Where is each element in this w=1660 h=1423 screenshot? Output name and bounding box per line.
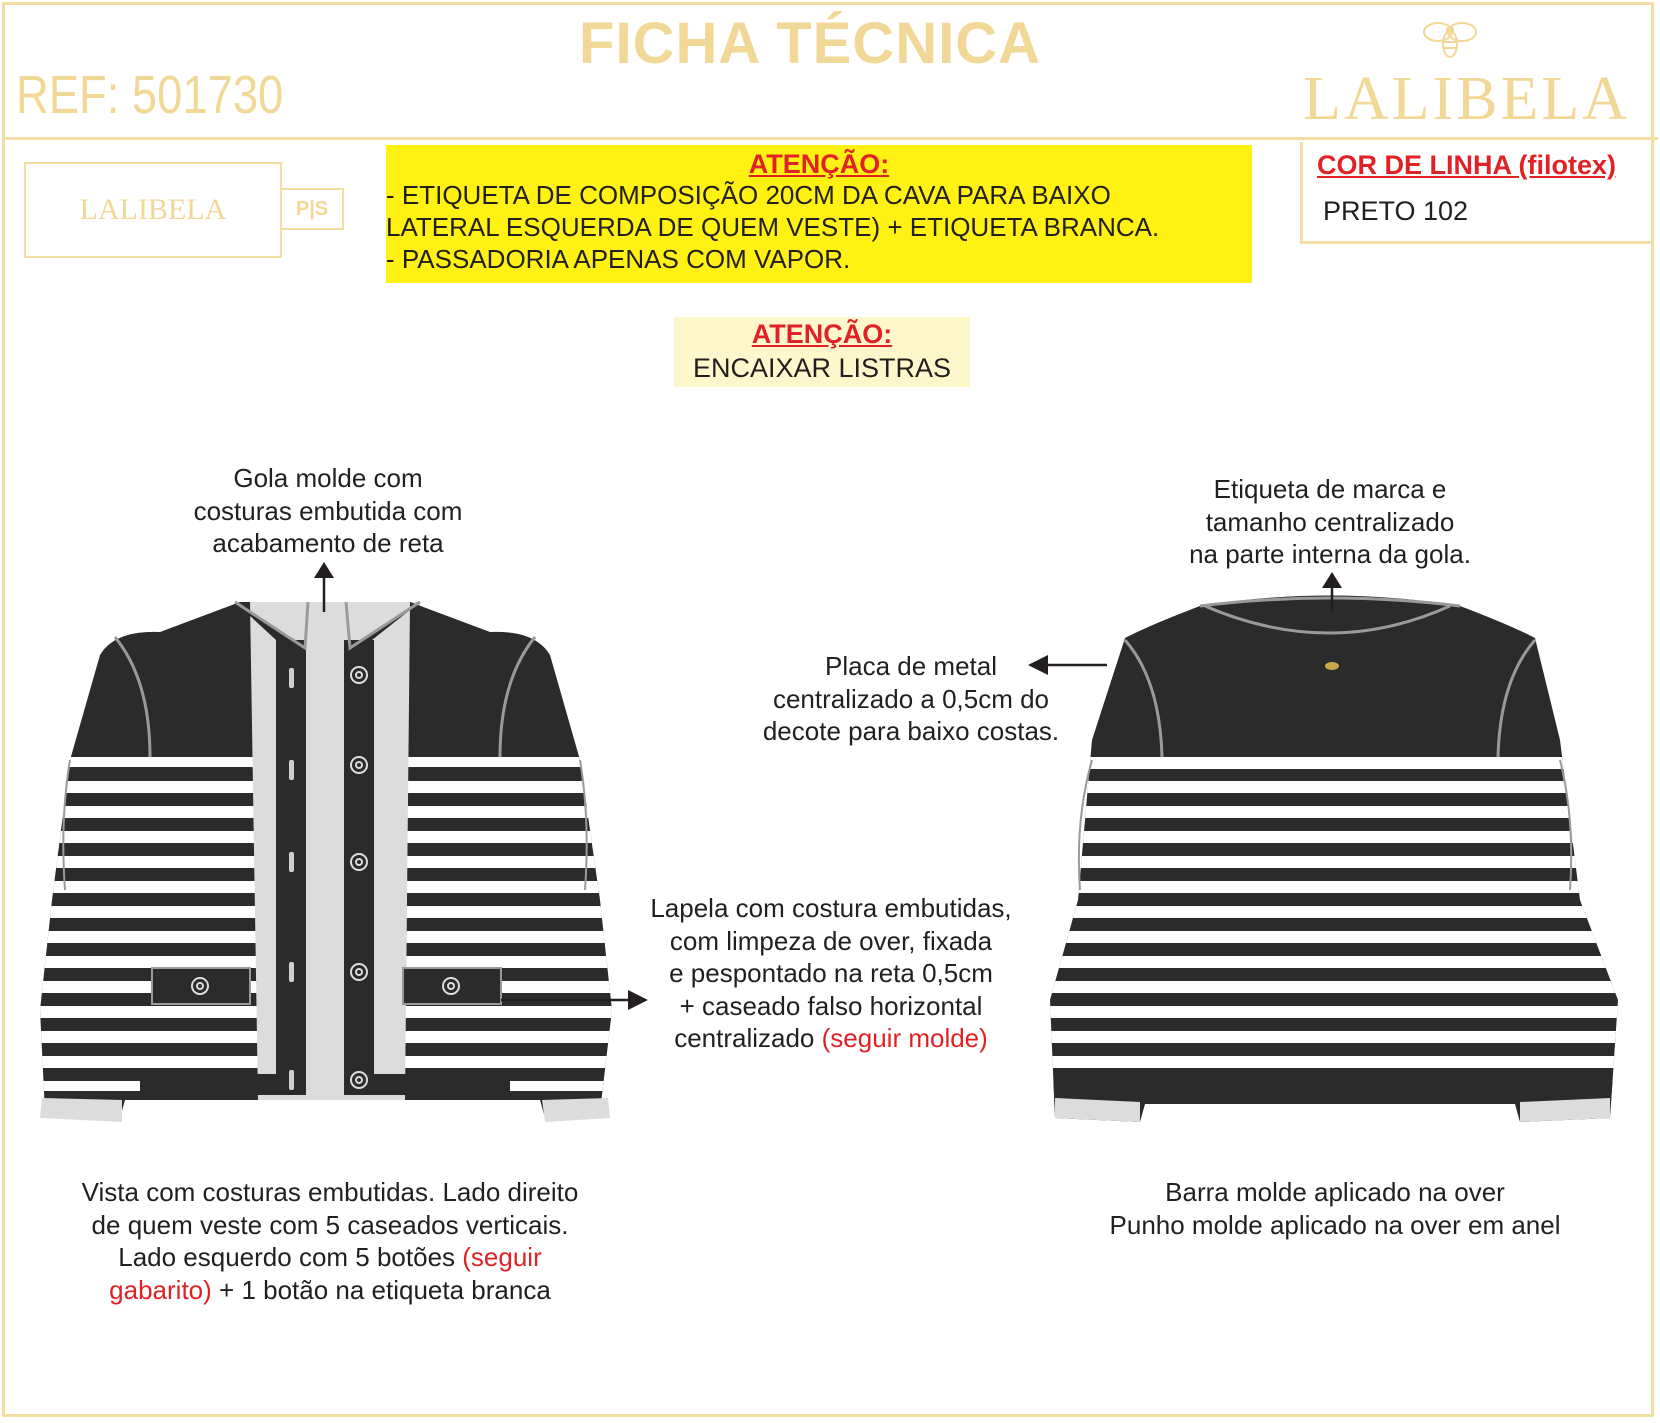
note-line: Gola molde com <box>233 463 423 493</box>
stripes-attention-heading: ATENÇÃO: <box>751 319 893 349</box>
note-line: e pespontado na reta 0,5cm <box>669 958 993 988</box>
note-line: com limpeza de over, fixada <box>669 925 993 956</box>
metal-plate-icon <box>1325 662 1339 670</box>
note-text: centralizado <box>674 1023 815 1053</box>
note-line: tamanho centralizado <box>1205 506 1455 537</box>
page-title: FICHA TÉCNICA <box>579 11 1041 76</box>
note-line: decote para baixo costas. <box>762 716 1060 746</box>
note-line <box>626 1022 1036 1055</box>
note-text: Lado esquerdo com 5 botões <box>118 1242 456 1272</box>
note-line: Barra molde aplicado na over <box>1165 1177 1505 1207</box>
note-lapel <box>626 892 1036 1055</box>
note-line: Etiqueta de marca e <box>1213 474 1447 504</box>
thread-color-heading: COR DE LINHA (filotex) <box>1317 150 1616 180</box>
note-line: Lapela com costura embutidas, <box>650 893 1012 923</box>
note-metal-plate <box>740 650 1082 748</box>
note-line <box>40 1274 620 1307</box>
note-line: na parte interna da gola. <box>1189 539 1471 569</box>
front-jacket-drawing <box>30 595 630 1125</box>
thread-color-value: PRETO 102 <box>1323 196 1469 226</box>
stripes-attention-text: ENCAIXAR LISTRAS <box>692 353 952 383</box>
attention-line: - PASSADORIA APENAS COM VAPOR. <box>386 244 851 274</box>
attention-line: - ETIQUETA DE COMPOSIÇÃO 20CM DA CAVA PARA BAIXO <box>386 180 1111 210</box>
note-text: + 1 botão na etiqueta branca <box>219 1274 551 1305</box>
attention-line: LATERAL ESQUERDA DE QUEM VESTE) + ETIQUETA BRANCA. <box>386 212 1160 242</box>
brand-logo: LALIBELA <box>1303 65 1631 133</box>
note-line: Vista com costuras embutidas. Lado direito <box>81 1177 579 1207</box>
note-collar <box>168 462 488 560</box>
note-back <box>1070 1176 1600 1241</box>
label-size: P|S <box>282 188 344 230</box>
note-front <box>40 1176 620 1306</box>
label-brand: LALIBELA <box>24 162 282 258</box>
note-line: centralizado a 0,5cm do <box>772 683 1050 714</box>
note-back-label <box>1150 473 1510 571</box>
note-line: de quem veste com 5 caseados verticais. <box>91 1209 569 1240</box>
note-line <box>40 1241 620 1274</box>
note-line: Placa de metal <box>825 651 997 681</box>
note-red-text: (seguir <box>462 1242 542 1272</box>
note-line: acabamento de reta <box>212 528 444 558</box>
note-red-text: gabarito) <box>109 1274 212 1305</box>
reference-code: REF: 501730 <box>16 65 284 125</box>
note-line: Punho molde aplicado na over em anel <box>1109 1209 1561 1240</box>
note-line: + caseado falso horizontal <box>679 990 983 1021</box>
note-line: costuras embutida com <box>193 495 463 526</box>
back-jacket-drawing <box>1040 585 1640 1130</box>
note-red-text: (seguir molde) <box>821 1023 988 1053</box>
attention-heading: ATENÇÃO: <box>748 149 890 179</box>
